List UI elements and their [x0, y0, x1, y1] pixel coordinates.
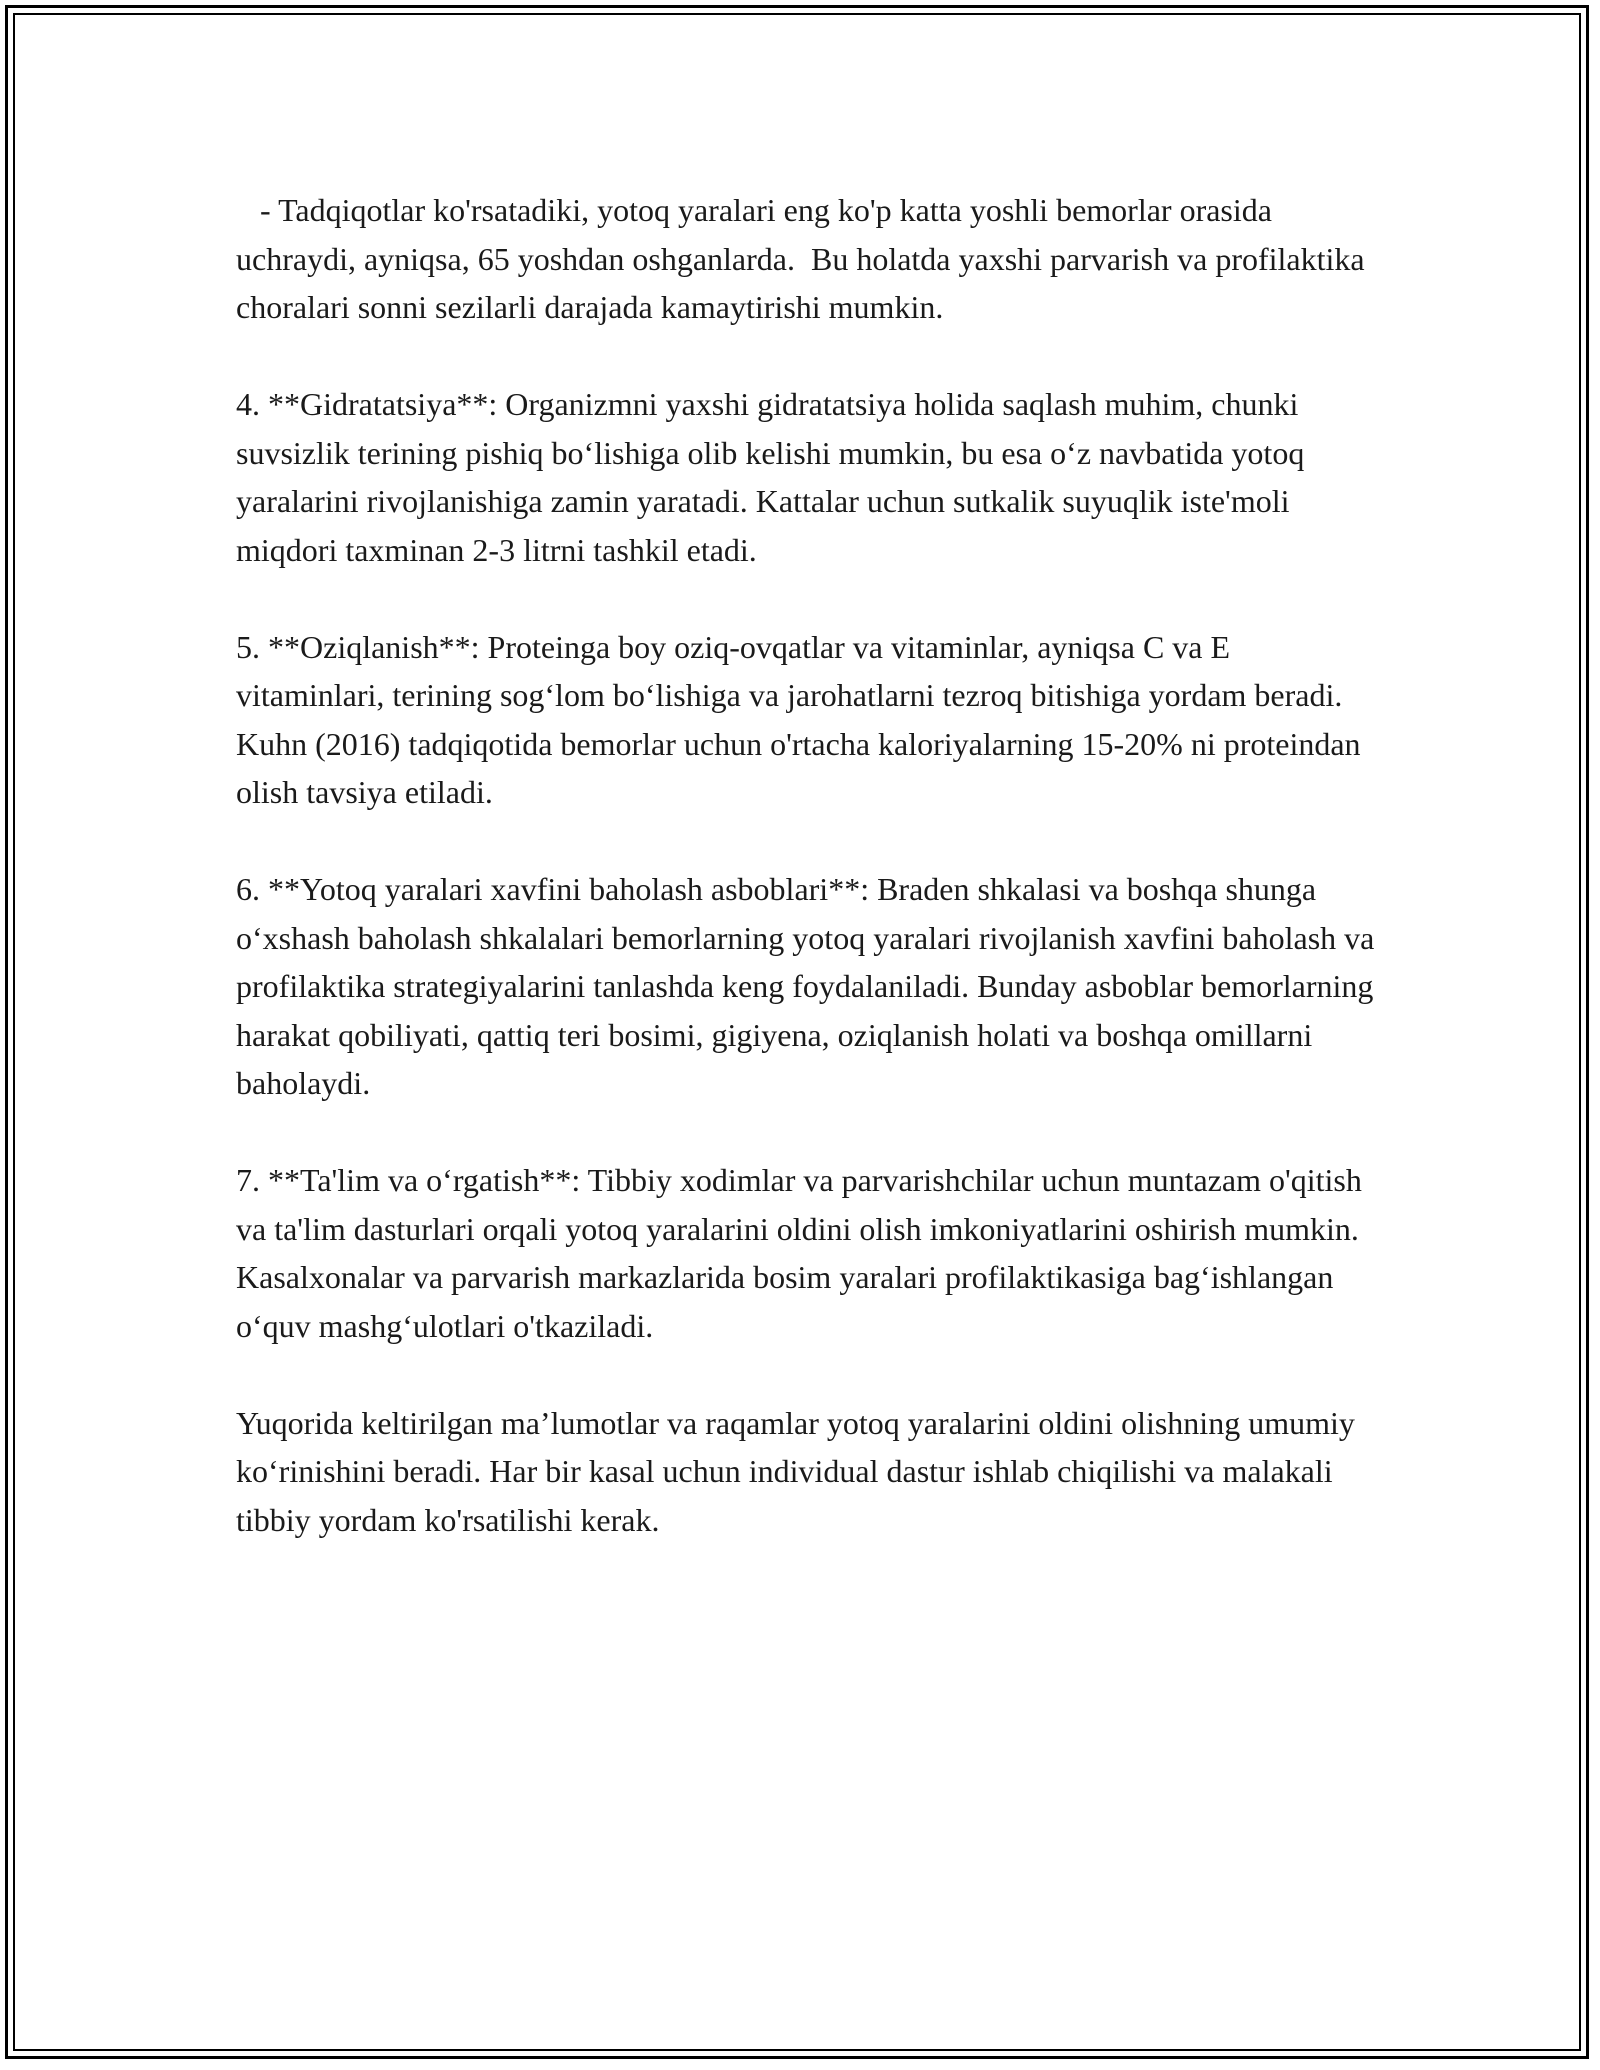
paragraph-nutrition: 5. **Oziqlanish**: Proteinga boy oziq-ovqatlar va vitaminlar, ayniqsa C va E vitaminlari, terining sog‘lom bo‘lishiga va jarohatlarni tezroq bitishiga yordam beradi. Kuhn (2016) tadqiqotida bemorlar uchun o'rtacha kaloriyalarning 15-20% ni proteindan olish tavsiya etiladi.: [236, 628, 1369, 810]
paragraph-risk-assessment-tools: 6. **Yotoq yaralari xavfini baholash asboblari**: Braden shkalasi va boshqa shunga o‘xshash baholash shkalalari bemorlarning yotoq yaralari rivojlanish xavfini baholash va profilaktika strategiyalarini tanlashda keng foydalaniladi. Bunday asboblar bemorlarning harakat qobiliyati, qattiq teri bosimi, gigiyena, oziqlanish holati va boshqa omillarni baholaydi.: [236, 871, 1383, 1101]
paragraph-conclusion: Yuqorida keltirilgan ma’lumotlar va raqamlar yotoq yaralarini oldini olishning umumiy ko‘rinishini beradi. Har bir kasal uchun individual dastur ishlab chiqilishi va malakali tibbiy yordam ko'rsatilishi kerak.: [236, 1404, 1363, 1538]
document-body: [236, 186, 1383, 1593]
paragraph-education-training: 7. **Ta'lim va o‘rgatish**: Tibbiy xodimlar va parvarishchilar uchun muntazam o'qitish va ta'lim dasturlari orqali yotoq yaralarini oldini olish imkoniyatlarini oshirish mumkin. Kasalxonalar va parvarish markazlarida bosim yaralari profilaktikasiga bag‘ishlangan o‘quv mashg‘ulotlari o'tkaziladi.: [236, 1162, 1370, 1344]
paragraph-hydration: 4. **Gidratatsiya**: Organizmni yaxshi gidratatsiya holida saqlash muhim, chunki suvsizlik terining pishiq bo‘lishiga olib kelishi mumkin, bu esa o‘z navbatida yotoq yaralarini rivojlanishiga zamin yaratadi. Kattalar uchun sutkalik suyuqlik iste'moli miqdori taxminan 2-3 litrni tashkil etadi.: [236, 386, 1313, 568]
paragraph-research-note: - Tadqiqotlar ko'rsatadiki, yotoq yaralari eng ko'p katta yoshli bemorlar orasida uchraydi, ayniqsa, 65 yoshdan oshganlarda. Bu holatda yaxshi parvarish va profilaktika choralari sonni sezilarli darajada kamaytirishi mumkin.: [236, 192, 1373, 325]
